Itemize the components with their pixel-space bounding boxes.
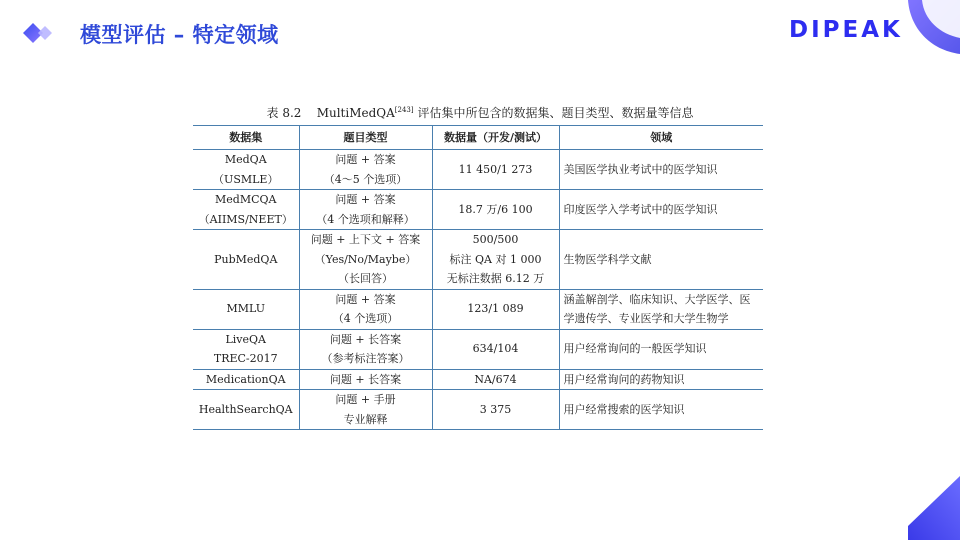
cell-question-type xyxy=(299,150,432,190)
cell-question-type-line: 问题 + 答案 xyxy=(335,153,396,166)
cell-data-size xyxy=(432,329,559,369)
caption-text: 评估集中所包含的数据集、题目类型、数据量等信息 xyxy=(417,106,694,120)
cell-question-type-line: 问题 + 上下文 + 答案 xyxy=(310,233,421,246)
cell-dataset-line: LiveQA xyxy=(225,332,266,346)
cell-domain xyxy=(559,390,763,430)
cell-data-size xyxy=(432,230,559,290)
cell-data-size-line: 634/104 xyxy=(472,342,519,356)
caption-dataset-name: MultiMedQA xyxy=(316,106,395,120)
cell-dataset-line: （USMLE） xyxy=(213,172,279,186)
table-row xyxy=(193,329,763,369)
cell-domain-line: 美国医学执业考试中的医学知识 xyxy=(563,162,718,176)
column-header-domain: 领域 xyxy=(559,126,763,150)
cell-question-type xyxy=(299,230,432,290)
cell-data-size-line: 3 375 xyxy=(479,402,512,416)
cell-dataset xyxy=(193,190,299,230)
cell-data-size-line: 标注 QA 对 1 000 xyxy=(449,252,542,266)
cell-dataset xyxy=(193,230,299,290)
cell-question-type xyxy=(299,329,432,369)
cell-question-type-line: 问题 + 长答案 xyxy=(329,332,402,346)
cell-data-size-line: NA/674 xyxy=(474,372,517,386)
table-row xyxy=(193,390,763,430)
corner-decoration-top xyxy=(900,0,960,56)
cell-domain-line: 学遗传学、专业医学和大学生物学 xyxy=(563,312,729,325)
cell-data-size-line: 500/500 xyxy=(472,233,519,246)
table-body xyxy=(193,150,763,430)
cell-question-type-line: （Yes/No/Maybe） xyxy=(314,252,417,266)
table-caption xyxy=(0,104,960,121)
cell-data-size xyxy=(432,289,559,329)
cell-data-size xyxy=(432,190,559,230)
cell-question-type-line: 问题 + 答案 xyxy=(335,292,396,306)
cell-data-size-line: 18.7 万/6 100 xyxy=(458,202,533,216)
cell-question-type xyxy=(299,190,432,230)
cell-data-size-line: 11 450/1 273 xyxy=(458,162,533,176)
cell-question-type-line: 问题 + 长答案 xyxy=(329,372,402,386)
cell-domain-line: 用户经常搜索的医学知识 xyxy=(563,402,685,416)
cell-domain-line: 涵盖解剖学、临床知识、大学医学、医 xyxy=(563,292,751,306)
cell-domain xyxy=(559,190,763,230)
cell-data-size xyxy=(432,150,559,190)
cell-dataset-line: MMLU xyxy=(226,302,265,316)
cell-dataset xyxy=(193,289,299,329)
cell-question-type-line: （长回答） xyxy=(338,272,393,285)
cell-domain xyxy=(559,289,763,329)
cell-question-type-line: 问题 + 手册 xyxy=(335,393,396,406)
cell-data-size-line: 123/1 089 xyxy=(467,302,524,316)
cell-dataset-line: （AIIMS/NEET） xyxy=(198,212,293,226)
cell-question-type-line: 问题 + 答案 xyxy=(335,193,396,206)
diamond-pair-icon xyxy=(22,22,58,44)
cell-question-type-line: （4～5 个选项） xyxy=(323,172,408,186)
column-header-data-size: 数据量（开发/测试） xyxy=(432,126,559,150)
cell-data-size xyxy=(432,369,559,390)
brand-logo: DIPEAK xyxy=(789,17,903,43)
cell-domain xyxy=(559,329,763,369)
column-header-question-type: 题目类型 xyxy=(299,126,432,150)
slide-title: 模型评估 – 特定领域 xyxy=(80,23,279,47)
cell-domain-line: 用户经常询问的药物知识 xyxy=(563,372,685,386)
table-row xyxy=(193,150,763,190)
cell-domain-line: 生物医学科学文献 xyxy=(563,252,652,266)
cell-dataset xyxy=(193,390,299,430)
cell-question-type xyxy=(299,289,432,329)
cell-domain xyxy=(559,150,763,190)
cell-dataset-line: TREC-2017 xyxy=(213,352,278,365)
cell-dataset xyxy=(193,150,299,190)
slide-header xyxy=(0,0,960,70)
corner-decoration-bottom xyxy=(908,476,960,540)
cell-data-size-line: 无标注数据 6.12 万 xyxy=(446,272,545,285)
column-header-dataset: 数据集 xyxy=(193,126,299,150)
cell-question-type-line: （参考标注答案） xyxy=(321,352,410,365)
table-row xyxy=(193,230,763,290)
cell-domain-line: 用户经常询问的一般医学知识 xyxy=(563,342,707,356)
cell-question-type xyxy=(299,390,432,430)
cell-question-type-line: （4 个选项） xyxy=(332,312,399,325)
cell-question-type-line: 专业解释 xyxy=(343,412,388,426)
cell-dataset-line: MedQA xyxy=(224,153,267,166)
table-row xyxy=(193,369,763,390)
cell-dataset-line: MedMCQA xyxy=(215,193,277,206)
cell-dataset xyxy=(193,369,299,390)
caption-label: 表 8.2 xyxy=(266,106,302,120)
table-header-row xyxy=(193,126,763,150)
caption-reference: [243] xyxy=(394,106,414,114)
table-row xyxy=(193,289,763,329)
cell-data-size xyxy=(432,390,559,430)
cell-domain xyxy=(559,369,763,390)
cell-dataset xyxy=(193,329,299,369)
cell-dataset-line: MedicationQA xyxy=(205,372,286,386)
dataset-table xyxy=(193,125,763,430)
cell-domain xyxy=(559,230,763,290)
cell-question-type xyxy=(299,369,432,390)
cell-dataset-line: PubMedQA xyxy=(214,252,278,266)
cell-question-type-line: （4 个选项和解释） xyxy=(316,212,415,226)
table-row xyxy=(193,190,763,230)
cell-dataset-line: HealthSearchQA xyxy=(198,402,293,416)
cell-domain-line: 印度医学入学考试中的医学知识 xyxy=(563,202,718,216)
